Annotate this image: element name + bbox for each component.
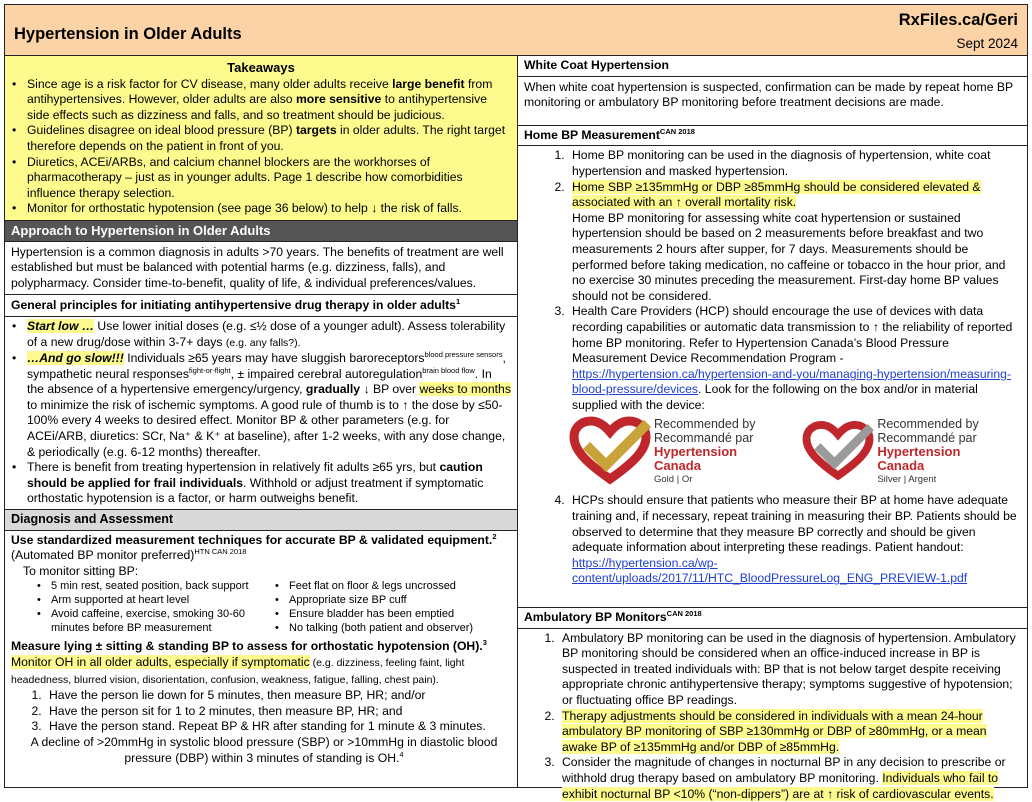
ambulatory-item: 2. Therapy adjustments should be considered in individuals with a mean 24-hour ambulatory BP monitoring of SBP ≥130mmHg or DBP of ≥80mmHg, or a mean awake BP of ≥135mmHg and/or DBP of ≥85mmHg. (558, 709, 1021, 756)
std-measurement-heading: Use standardized measurement techniques for accurate BP & validated equipment.$^2$ (11, 531, 497, 547)
silver-badge (803, 417, 1003, 487)
checklist-item: • 5 min rest, seated position, back support (35, 579, 273, 593)
ambulatory-item: 3. Consider the magnitude of changes in nocturnal BP in any decision to prescribe or withhold drug therapy based on ambulatory BP monitoring. Individuals who fail to exhibit nocturnal BP <10% (“non-dippers”) are at ↑ risk of cardiovascular events. (558, 755, 1021, 802)
home-bp-item: 4. HCPs should ensure that patients who measure their BP at home have adequate training and, if necessary, repeat training in measuring their BP. Patients should be observed to determine that they measure BP correctly and should be given adequate information about interpreting these readings. Patient handout: https://hypertension.ca/wp-content/uploads/2017/11/HTC_BloodPressureLog_ENG_PREVIEW-1.pdf (568, 493, 1021, 587)
heart-check-gold-icon (570, 419, 650, 485)
approach-text: Hypertension is a common diagnosis in adults >70 years. The benefits of treatment are well established but must be balanced with potential harms (e.g. dizziness, falls), and polypharmacy. Consider time-to-benefit, quality of life, & individual preferences/values. (5, 242, 517, 296)
takeaways-heading: Takeaways (227, 60, 295, 75)
diagnosis-heading: Diagnosis and Assessment (5, 509, 517, 531)
recommendation-badges (518, 413, 1027, 493)
badge-level: Gold | Or (654, 474, 693, 486)
ambulatory-heading: Ambulatory BP Monitors$^{CAN 2018}$ (518, 607, 1027, 629)
home-bp-item: 1. Home BP monitoring can be used in the diagnosis of hypertension, white coat hypertension and masked hypertension. (568, 148, 1021, 179)
automated-note: (Automated BP monitor preferred)$^{HTN CAN 2018}$ (11, 547, 247, 563)
sitting-intro: To monitor sitting BP: (23, 563, 139, 578)
badge-level: Silver | Argent (877, 474, 937, 486)
oh-step: 2. Have the person sit for 1 to 2 minutes, then measure BP, HR; and (45, 704, 517, 720)
oh-definition: A decline of >20mmHg in systolic blood pressure (SBP) or >10mmHg in diastolic blood pressure (DBP) within 3 minutes of standing is OH.$^4$ (30, 734, 498, 765)
white-coat-heading: White Coat Hypertension (518, 56, 1027, 77)
publication-date: Sept 2024 (956, 36, 1018, 51)
badge-line2: Recommandé par (654, 431, 754, 446)
takeaway-item: • Diuretics, ACEi/ARBs, and calcium channel blockers are the workhorses of pharmacotherapy – just as in younger adults. Page 1 describe how comorbidities influence therapy selection. (23, 155, 511, 202)
badge-line1: Recommended by (654, 417, 756, 432)
home-bp-item: 3. Health Care Providers (HCP) should encourage the use of devices with data recording capabilities or automatic data transmission to ↑ the reliability of reported home BP monitoring. Refer to Hypertension Canada’s Blood Pressure Measurement Device Recommendation Program - https://hypertension.ca/hypertension-and-you/managing-hypertension/measuring-blood-pressure/devices. Look for the following on the box and/or in material supplied with the device: (568, 304, 1021, 413)
checklist-item: • No talking (both patient and observer) (273, 621, 511, 635)
badge-org: Hypertension Canada (877, 444, 961, 474)
takeaway-item: • Monitor for orthostatic hypotension (see page 36 below) to help ↓ the risk of falls. (23, 201, 511, 217)
badge-line1: Recommended by (877, 417, 979, 432)
header-bar (5, 5, 1027, 56)
principle-go-slow: • …And go slow!!! Individuals ≥65 years may have sluggish baroreceptors$^{blood pressure sensors}$, sympathetic neural responses$^{fight-or-flight}$, ± impaired cerebral autoregulation$^{brain blood flow}$. In the absence of a hypertensive emergency/urgency, gradually ↓ BP over weeks to months to minimize the risk of ischemic symptoms. A good rule of thumb is to ↑ the dose by ≤50-100% every 4 weeks to desired effect. Monitor BP & other parameters (e.g. for ACEi/ARB, diuretics: SCr, Na⁺ & K⁺ at baseline), after 1-2 weeks, with any dose change, & periodically (e.g. 6-12 months) thereafter. (23, 351, 511, 460)
handout-page (4, 4, 1028, 801)
oh-heading: Measure lying ± sitting & standing BP to assess for orthostatic hypotension (OH).$^3$ (11, 638, 487, 654)
checklist-item: • Avoid caffeine, exercise, smoking 30-60 minutes before BP measurement (35, 607, 273, 635)
brand-link[interactable]: RxFiles.ca/Geri (898, 11, 1018, 29)
takeaway-item: • Guidelines disagree on ideal blood pressure (BP) targets in older adults. The right target therefore depends on the patient in front of you. (23, 123, 511, 154)
badge-org: Hypertension Canada (654, 444, 738, 474)
ambulatory-item: 1. Ambulatory BP monitoring can be used in the diagnosis of hypertension. Ambulatory BP monitoring should be considered when an office-induced increase in BP is suspected in treated individuals with: BP that is not below target despite receiving appropriate chronic antihypertensive therapy; symptoms suggestive of hypotension; or fluctuating office BP readings. (558, 631, 1021, 709)
page-title: Hypertension in Older Adults (14, 25, 242, 43)
principles-heading: General principles for initiating antihypertensive drug therapy in older adults$^1$ (5, 295, 517, 317)
checklist-item: • Appropriate size BP cuff (273, 593, 511, 607)
takeaways-box (5, 56, 517, 221)
home-bp-protocol: Home BP monitoring for assessing white coat hypertension or sustained hypertension should be based on 2 measurements before breakfast and two measurements 2 hours after supper, for 7 days. Measurements should be performed before taking medication, no caffeine or tobacco in the hour prior, and no exercise 30 minutes preceding the measurement. First-day home BP values should not be considered. (572, 210, 1006, 303)
badge-line2: Recommandé par (877, 431, 977, 446)
sitting-checklist (5, 579, 517, 635)
gold-badge (570, 417, 779, 487)
principle-start-low: • Start low … Use lower initial doses (e.g. ≤½ dose of a younger adult). Assess tolerability of a new drug/dose within 3-7+ days (e.g. any falls?). (23, 319, 511, 351)
principle-frail: • There is benefit from treating hypertension in relatively fit adults ≥65 yrs, but caution should be applied for frail individuals. Withhold or adjust treatment if symptomatic orthostatic hypotension is a factor, or harm outweighs benefit. (23, 460, 511, 507)
white-coat-text: When white coat hypertension is suspected, confirmation can be made by repeat home BP monitoring or ambulatory BP monitoring before treatment decisions are made. (524, 79, 1013, 110)
takeaway-item: • Since age is a risk factor for CV disease, many older adults receive large benefit from antihypertensives. However, older adults are also more sensitive to antihypertensive side effects such as dizziness and falls, and so treatment should be judicious. (23, 77, 511, 124)
oh-step: 1. Have the person lie down for 5 minutes, then measure BP, HR; and/or (45, 688, 517, 704)
patient-handout-link[interactable]: https://hypertension.ca/wp-content/uploads/2017/11/HTC_BloodPressureLog_ENG_PREVIEW-1.pdf (572, 555, 968, 586)
oh-step: 3. Have the person stand. Repeat BP & HR after standing for 1 minute & 3 minutes. (45, 719, 517, 735)
home-bp-item: 2. Home SBP ≥135mmHg or DBP ≥85mmHg should be considered elevated & associated with an ↑ overall mortality risk. Home BP monitoring for assessing white coat hypertension or sustained hypertension should be based on 2 measurements before breakfast and two measurements 2 hours after supper, for 7 days. Measurements should be performed before taking medication, no caffeine or tobacco in the hour prior, and no exercise 30 minutes preceding the measurement. First-day home BP values should not be considered. (568, 180, 1021, 305)
checklist-item: • Arm supported at heart level (35, 593, 273, 607)
right-column (518, 56, 1027, 801)
oh-monitor-text: Monitor OH in all older adults, especially if symptomatic (e.g. dizziness, feeling faint, light headedness, blurred vision, disorientation, confusion, weakness, fatigue, falling, chest pain). (11, 655, 465, 686)
home-bp-heading: Home BP Measurement$^{CAN 2018}$ (518, 125, 1027, 147)
checklist-item: • Ensure bladder has been emptied (273, 607, 511, 621)
heart-check-silver-icon (803, 423, 873, 481)
left-column (5, 56, 518, 787)
device-program-link[interactable]: https://hypertension.ca/hypertension-and-you/managing-hypertension/measuring-blood-pressure/devices (572, 366, 1012, 397)
approach-heading: Approach to Hypertension in Older Adults (5, 221, 517, 242)
checklist-item: • Feet flat on floor & legs uncrossed (273, 579, 511, 593)
